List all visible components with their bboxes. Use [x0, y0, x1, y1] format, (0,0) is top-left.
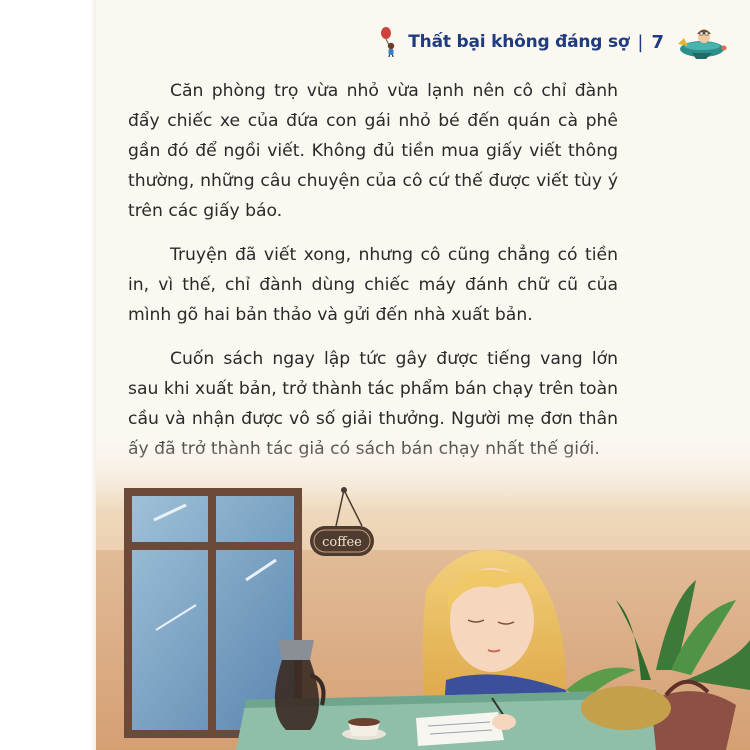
body-text — [128, 76, 618, 478]
running-header-title: Thất bại không đáng sợ — [408, 32, 630, 52]
coffee-sign-text: coffee — [322, 535, 362, 550]
paragraph-1: Căn phòng trọ vừa nhỏ vừa lạnh nên cô chỉ đành đẩy chiếc xe của đứa con gái nhỏ bé đến quán cà phê gần đó để ngồi viết. Không đủ tiền mua giấy viết thông thường, những câu chuyện của cô cứ thế được viết tùy ý trên các giấy báo. — [128, 81, 618, 221]
boy-with-balloon-icon — [378, 27, 400, 57]
header-separator: | — [637, 31, 644, 53]
cushion — [581, 686, 671, 730]
cafe-illustration — [96, 430, 750, 750]
paragraph-3: Cuốn sách ngay lập tức gây được tiếng vang lớn sau khi xuất bản, trở thành tác phẩm bán chạy trên toàn cầu và nhận được vô số giải thưởng. Người mẹ đơn thân — [128, 349, 618, 429]
page-number: 7 — [651, 31, 664, 53]
paragraph-2: Truyện đã viết xong, nhưng cô cũng chẳng có tiền in, vì thế, chỉ đành dùng chiếc máy đánh chữ cũ của mình gõ hai bản thảo và gửi đến nhà xuất bản. — [128, 245, 618, 325]
airplane-pilot-icon — [672, 22, 728, 62]
running-header — [378, 24, 728, 60]
